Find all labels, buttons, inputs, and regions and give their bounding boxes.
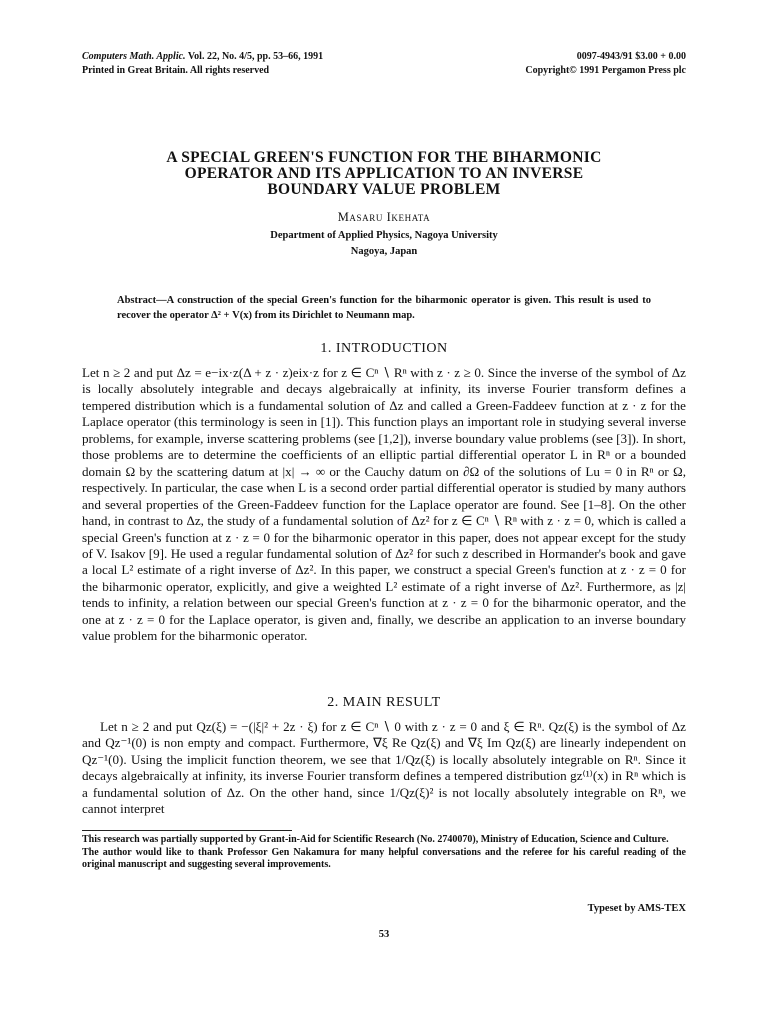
journal-volume: Vol. 22, No. 4/5, pp. 53–66, 1991 xyxy=(185,51,324,62)
section-heading-main-result: 2. MAIN RESULT xyxy=(327,695,441,710)
introduction-paragraph: Let n ≥ 2 and put Δz = e−ix·z(Δ + z · z)eix·z for z ∈ Cⁿ ∖ Rⁿ with z · z ≥ 0. Since the inverse of the symbol of Δz is locally absolutely integrable and decays algebraically at infinity, its inverse Fourier transform defines a tempered distribution which is a fundamental solution of Δz and called a Green-Faddeev function at z · z for the Laplace operator (this terminology is seen in [1]). This function plays an important role in studying several inverse problems, for example, inverse scattering problems (see [1,2]), inverse boundary value problems (see [3]). In short, those problems are to determine the coefficients of an elliptic partial differential operator L in Rⁿ or a bounded domain Ω by the scattering datum at |x| → ∞ or the Cauchy datum on ∂Ω of the solutions of Lu = 0 in Rⁿ or Ω, respectively. In particular, the case when L is a second order partial differential operator is studied by many authors and several properties of the Green-Faddeev function for the Laplace operator are found. See [1–8]. On the other hand, in contrast to Δz, the study of a fundamental solution of Δz² for z ∈ Cⁿ ∖ Rⁿ with z · z = 0, which is called a special Green's function at z · z = 0 for the biharmonic operator in this paper, does not appear except for the study of V. Isakov [9]. He used a regular fundamental solution of Δz² for such z described in Hormander's book and gave a local L² estimate of a right inverse of Δz². In this paper, we construct a special Green's function at z · z = 0 for the biharmonic operator, explicitly, and give a weighted L² estimate of a right inverse of Δz². Furthermore, as |z| tends to infinity, a relation between our special Green's function at z · z = 0 for the biharmonic operator, and the one at z · z = 0 for the Laplace operator, is given and, finally, we describe an application to an inverse boundary value problem for the biharmonic operator. xyxy=(82,365,686,644)
journal-citation xyxy=(82,50,323,64)
main-result-body xyxy=(82,719,686,818)
introduction-body xyxy=(82,365,686,645)
footnotes xyxy=(82,834,686,872)
rights-notice: Printed in Great Britain. All rights reserved xyxy=(82,65,270,76)
journal-header xyxy=(82,50,686,78)
copyright-notice: Copyright© 1991 Pergamon Press plc xyxy=(525,65,686,76)
title-line-1: A SPECIAL GREEN'S FUNCTION FOR THE BIHARMONIC xyxy=(166,149,602,166)
issn-price: 0097-4943/91 $3.00 + 0.00 xyxy=(576,51,686,62)
abstract-text: —A construction of the special Green's function for the biharmonic operator is given. This result is used to recover the operator Δ² + V(x) from its Dirichlet to Neumann map. xyxy=(117,295,651,321)
footnote-acknowledgement: The author would like to thank Professor Gen Nakamura for many helpful conversations and the referee for his careful reading of the original manuscript and suggesting several improvements. xyxy=(82,846,686,871)
page-number: 53 xyxy=(378,929,390,940)
title-line-2: OPERATOR AND ITS APPLICATION TO AN INVERSE xyxy=(184,165,584,182)
abstract xyxy=(117,293,651,323)
footnote-funding: This research was partially supported by Grant-in-Aid for Scientific Research (No. 2740070), Ministry of Education, Science and Culture. xyxy=(82,834,669,845)
journal-name: Computers Math. Applic. xyxy=(82,51,186,62)
main-result-paragraph: Let n ≥ 2 and put Qz(ξ) = −(|ξ|² + 2z · ξ) for z ∈ Cⁿ ∖ 0 with z · z = 0 and ξ ∈ Rⁿ. Qz(ξ) is the symbol of Δz and Qz⁻¹(0) is non empty and compact. Furthermore, ∇ξ Re Qz(ξ) and ∇ξ Im Qz(ξ) are linearly independent on Qz⁻¹(0). Using the implicit function theorem, we see that 1/Qz(ξ) is locally absolutely integrable on Rⁿ. Since it decays algebraically at infinity, its inverse Fourier transform defines a tempered distribution gz⁽¹⁾(x) in Rⁿ which is a fundamental solution of Δz. On the other hand, since 1/Qz(ξ)² is not locally absolutely integrable on Rⁿ, we cannot interpret xyxy=(82,719,686,817)
footnote-rule xyxy=(82,830,292,831)
abstract-label: Abstract xyxy=(117,295,157,306)
section-heading-introduction: 1. INTRODUCTION xyxy=(320,341,448,356)
title-line-3: BOUNDARY VALUE PROBLEM xyxy=(267,181,501,198)
author-name: Masaru Ikehata xyxy=(337,210,431,224)
typeset-notice: Typeset by AMS-TEX xyxy=(587,903,686,914)
affiliation-line-2: Nagoya, Japan xyxy=(350,246,418,257)
paper-title xyxy=(82,150,686,198)
affiliation-line-1: Department of Applied Physics, Nagoya University xyxy=(270,230,498,241)
